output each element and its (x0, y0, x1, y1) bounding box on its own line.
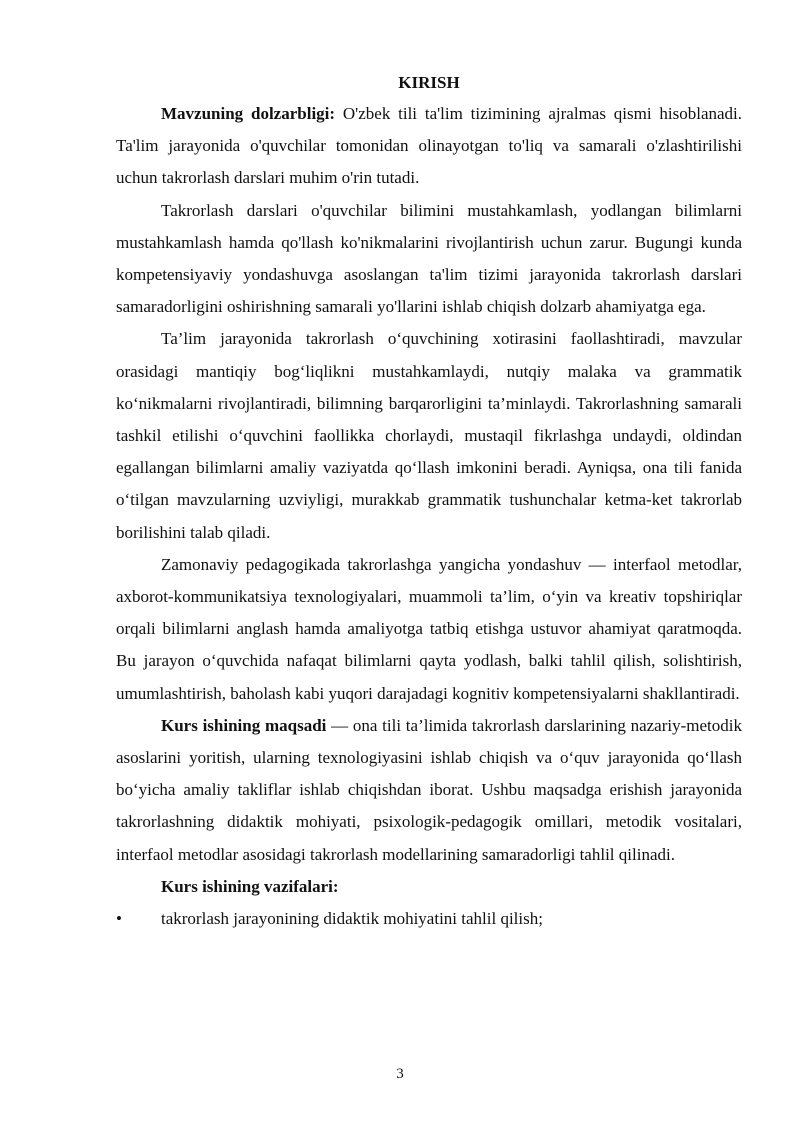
section-heading: KIRISH (398, 73, 460, 92)
relevance-label: Mavzuning dolzarbligi: (161, 104, 336, 123)
document-page (116, 72, 742, 935)
paragraph-course-goal (116, 710, 742, 871)
paragraph-modern-pedagogy: Zamonaviy pedagogikada takrorlashga yangicha yondashuv — interfaol metodlar, axborot-kommunikatsiya texnologiyalari, muammoli ta’lim, o‘yin va kreativ topshiriqlar orqali bilimlarni anglash hamda amaliyotga tatbiq etishga ustuvor ahamiyat qaratmoqda. Bu jarayon o‘quvchida nafaqat bilimlarni qayta yodlash, balki tahlil qilish, solishtirish, umumlashtirish, baholash kabi yuqori darajadagi kognitiv kompetensiyalarni shakllantiradi. (116, 554, 742, 703)
list-item (116, 903, 742, 935)
course-goal-text: — ona tili ta’limida takrorlash darslarining nazariy-metodik asoslarini yoritish, ularning texnologiyasini ishlab chiqish va o‘quv jarayonida qo‘llash bo‘yicha amaliy takliflar ishlab chiqishdan iborat. Ushbu maqsadga erishish jarayonida takrorlashning didaktik mohiyati, psixologik-pedagogik omillari, metodik vositalari, interfaol metodlar asosidagi takrorlash modellarining samaradorligi tahlil qilinadi. (116, 715, 742, 864)
course-goal-label: Kurs ishining maqsadi (161, 715, 327, 735)
paragraph-review-lessons: Takrorlash darslari o'quvchilar bilimini mustahkamlash, yodlangan bilimlarni mustahkamlash hamda qo'llash ko'nikmalarini rivojlantirish uchun zarur. Bugungi kunda kompetensiyaviy yondashuvga asoslangan ta'lim tizimi jarayonida takrorlash darslari samaradorligini oshirishning samarali yo'llarini ishlab chiqish dolzarb ahamiyatga ega. (116, 200, 742, 317)
bullet-icon: • (116, 909, 122, 929)
course-tasks-label: Kurs ishining vazifalari: (161, 876, 339, 896)
page-number: 3 (396, 1066, 404, 1082)
paragraph-education-process: Ta’lim jarayonida takrorlash o‘quvchining xotirasini faollashtiradi, mavzular orasidagi mantiqiy bog‘liqlikni mustahkamlaydi, nutqiy malaka va grammatik ko‘nikmalarni rivojlantiradi, bilimning barqarorligini ta’minlaydi. Takrorlashning samarali tashkil etilishi o‘quvchini faollikka chorlaydi, mustaqil fikrlashga undaydi, oldindan egallangan bilimlarni amaliy vaziyatda qo‘llash imkonini beradi. Ayniqsa, ona tili fanida o‘tilgan mavzularning uzviyligi, murakkab grammatik tushunchalar ketma-ket takrorlab borilishini talab qiladi. (116, 329, 742, 542)
paragraph-relevance (116, 98, 742, 195)
paragraph-course-tasks-heading (116, 871, 742, 903)
relevance-text: O'zbek tili ta'lim tizimining ajralmas qismi hisoblanadi. Ta'lim jarayonida o'quvchilar tomonidan olinayotgan to'liq va samarali o'zlashtirilishi uchun takrorlash darslari muhim o'rin tutadi. (116, 104, 743, 188)
list-item-text: takrorlash jarayonining didaktik mohiyatini tahlil qilish; (161, 909, 543, 929)
